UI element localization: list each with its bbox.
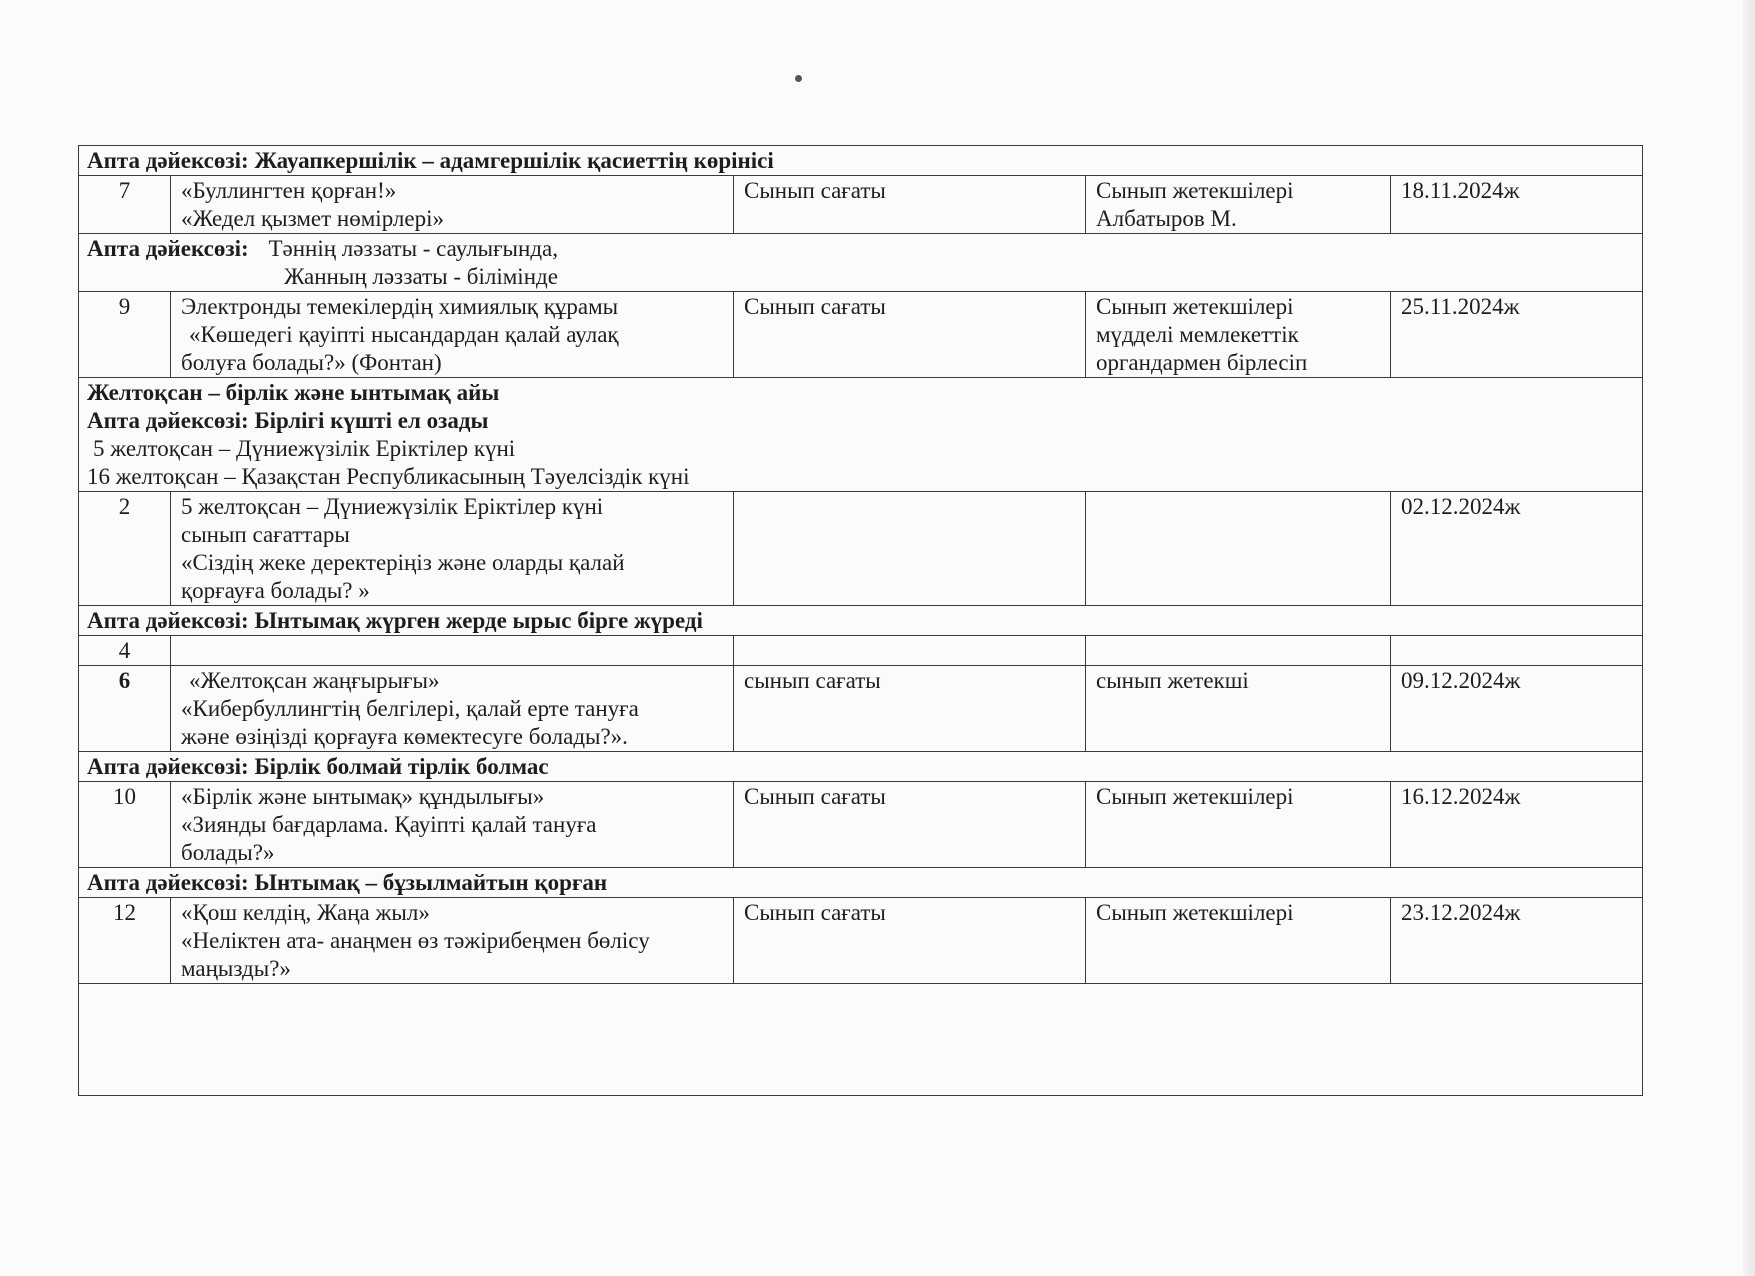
motto-text: Жауапкершілік – адамгершілік қасиеттің көрінісі [254, 148, 774, 173]
responsible-line: мүдделі мемлекеттік [1096, 322, 1299, 347]
date-cell: 09.12.2024ж [1391, 666, 1643, 752]
motto-row [79, 234, 1643, 292]
form-cell: сынып сағаты [734, 666, 1086, 752]
scan-edge [1743, 0, 1755, 1276]
date-cell: 25.11.2024ж [1391, 292, 1643, 378]
topic-line: «Желтоқсан жаңғырығы» [189, 668, 440, 693]
responsible-cell: Сынып жетекшілері [1086, 898, 1391, 984]
responsible-cell [1086, 492, 1391, 606]
topic-cell [171, 636, 734, 666]
topic-line: маңызды?» [181, 956, 291, 981]
motto-line [87, 235, 1634, 263]
date-cell: 18.11.2024ж [1391, 176, 1643, 234]
topic-line: «Буллингтен қорған!» [181, 178, 397, 203]
motto-label: Апта дәйексөзі: [87, 608, 249, 633]
topic-line: сынып сағаттары [181, 522, 350, 547]
topic-line: Электронды темекілердің химиялық құрамы [181, 294, 619, 319]
topic-line: «Қош келдің, Жаңа жыл» [181, 900, 430, 925]
topic-cell [171, 666, 734, 752]
note-line: 16 желтоқсан – Қазақстан Республикасының Тәуелсіздік күні [87, 464, 690, 489]
motto-row [79, 752, 1643, 782]
month-title: Желтоқсан – бірлік және ынтымақ айы [87, 380, 500, 405]
empty-cell [79, 984, 1643, 1096]
motto-text: Бірлігі күшті ел озады [254, 408, 489, 433]
responsible-cell [1086, 292, 1391, 378]
table-row [79, 666, 1643, 752]
row-number: 4 [79, 636, 171, 666]
motto-text: Ынтымақ – бұзылмайтын қорған [254, 870, 608, 895]
topic-line: және өзіңізді қорғауға көмектесуге болады?». [181, 724, 628, 749]
month-row [79, 378, 1643, 492]
month-cell [79, 378, 1643, 492]
row-number: 2 [79, 492, 171, 606]
motto-cell [79, 752, 1643, 782]
topic-line: «Бірлік және ынтымақ» құндылығы» [181, 784, 545, 809]
responsible-line: органдармен бірлесіп [1096, 350, 1308, 375]
motto-text: Тәннің ләззаты - саулығында, [268, 236, 558, 261]
form-cell: Сынып сағаты [734, 176, 1086, 234]
table-row [79, 636, 1643, 666]
date-cell [1391, 636, 1643, 666]
motto-label: Апта дәйексөзі: [87, 148, 249, 173]
topic-cell [171, 176, 734, 234]
row-number: 10 [79, 782, 171, 868]
table-row [79, 898, 1643, 984]
responsible-line: Албатыров М. [1096, 206, 1237, 231]
topic-line: «Неліктен ата- анаңмен өз тәжірибеңмен бөлісу [181, 928, 650, 953]
motto-text: Бірлік болмай тірлік болмас [254, 754, 549, 779]
row-number: 12 [79, 898, 171, 984]
topic-line: қорғауға болады? » [181, 578, 370, 603]
table-row [79, 292, 1643, 378]
motto-label: Апта дәйексөзі: [87, 870, 249, 895]
motto-label: Апта дәйексөзі: [87, 754, 249, 779]
row-number: 7 [79, 176, 171, 234]
note-line: 5 желтоқсан – Дүниежүзілік Еріктілер күні [93, 436, 516, 461]
motto-label: Апта дәйексөзі: [87, 408, 249, 433]
motto-text: Жанның ләззаты - білімінде [284, 264, 558, 289]
form-cell: Сынып сағаты [734, 898, 1086, 984]
motto-cell [79, 234, 1643, 292]
topic-cell [171, 782, 734, 868]
row-number: 6 [79, 666, 171, 752]
scan-speck [795, 75, 802, 82]
form-cell: Сынып сағаты [734, 292, 1086, 378]
topic-line: «Сіздің жеке деректеріңіз және оларды қалай [181, 550, 625, 575]
responsible-line: Сынып жетекшілері [1096, 178, 1294, 203]
topic-line: «Көшедегі қауіпті нысандардан қалай аулақ [189, 322, 619, 347]
topic-line: «Зиянды бағдарлама. Қауіпті қалай тануға [181, 812, 597, 837]
plan-table [78, 145, 1643, 1096]
table-row [79, 176, 1643, 234]
topic-line: болуға болады?» (Фонтан) [181, 350, 442, 375]
responsible-line: Сынып жетекшілері [1096, 294, 1294, 319]
row-number: 9 [79, 292, 171, 378]
form-cell [734, 636, 1086, 666]
date-cell: 02.12.2024ж [1391, 492, 1643, 606]
form-cell [734, 492, 1086, 606]
motto-label: Апта дәйексөзі: [87, 236, 249, 261]
motto-cell [79, 868, 1643, 898]
motto-row [79, 868, 1643, 898]
topic-cell [171, 292, 734, 378]
motto-row [79, 146, 1643, 176]
date-cell: 16.12.2024ж [1391, 782, 1643, 868]
topic-line: 5 желтоқсан – Дүниежүзілік Еріктілер күні [181, 494, 604, 519]
motto-line [87, 407, 1634, 435]
topic-line: болады?» [181, 840, 275, 865]
empty-row [79, 984, 1643, 1096]
responsible-cell: сынып жетекші [1086, 666, 1391, 752]
motto-cell [79, 146, 1643, 176]
topic-cell [171, 492, 734, 606]
topic-cell [171, 898, 734, 984]
topic-line: «Жедел қызмет нөмірлері» [181, 206, 444, 231]
table-row [79, 782, 1643, 868]
motto-row [79, 606, 1643, 636]
responsible-cell [1086, 636, 1391, 666]
topic-line: «Кибербуллингтің белгілері, қалай ерте тануға [181, 696, 639, 721]
table-row [79, 492, 1643, 606]
motto-text: Ынтымақ жүрген жерде ырыс бірге жүреді [254, 608, 703, 633]
form-cell: Сынып сағаты [734, 782, 1086, 868]
responsible-cell [1086, 176, 1391, 234]
date-cell: 23.12.2024ж [1391, 898, 1643, 984]
responsible-cell: Сынып жетекшілері [1086, 782, 1391, 868]
motto-cell [79, 606, 1643, 636]
